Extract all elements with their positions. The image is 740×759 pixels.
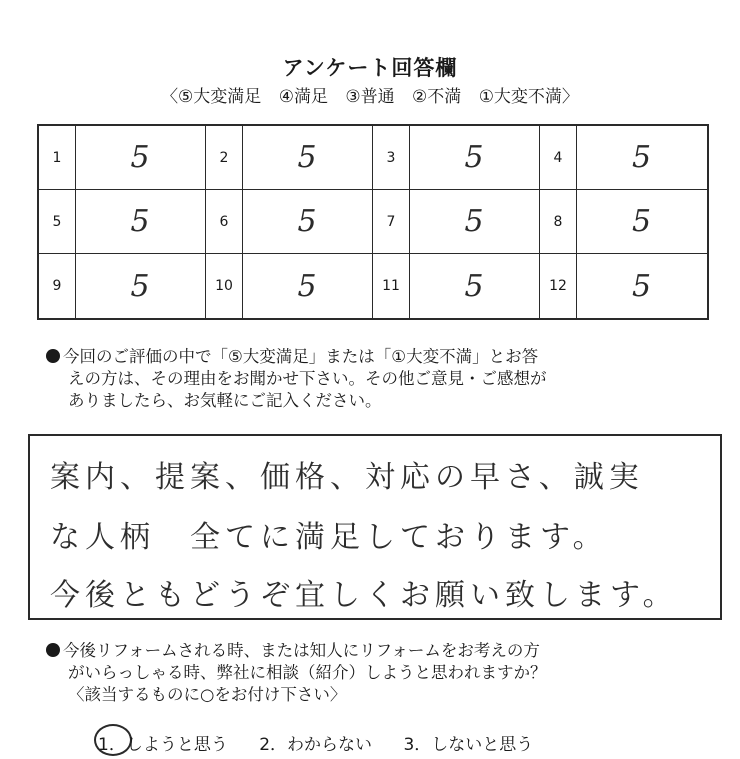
question-number: 3 [373,126,410,189]
question-number: 9 [39,254,76,318]
question-line-1: 今後リフォームされる時、または知人にリフォームをお考えの方 [46,640,726,662]
handwritten-line-3: 今後ともどうぞ宜しくお願い致します。 [50,578,678,613]
rating-cell[interactable] [206,190,373,254]
rating-cell[interactable] [540,190,707,254]
rating-value: 5 [297,140,317,175]
question-number: 10 [206,254,243,318]
option-not-sure[interactable]: 2．わからない [259,735,373,755]
question-line-3: 〈該当するものに○をお付け下さい〉 [68,685,347,704]
comment-question [46,346,726,412]
rating-cell[interactable] [373,190,540,254]
scale-very-dissatisfied: ①大変不満〉 [478,87,579,107]
rating-value: 5 [464,204,484,239]
rating-value: 5 [631,268,652,304]
rating-cell[interactable] [39,126,206,190]
rating-value: 5 [464,268,484,304]
handwritten-line-2: な人柄 全てに満足しております。 [50,520,608,555]
comment-textarea[interactable] [28,434,722,620]
option-will-refer[interactable]: 1．しようと思う [98,735,228,755]
rating-grid [37,124,709,320]
rating-scale-legend [0,82,740,107]
question-line-3: ありましたら、お気軽にご記入ください。 [68,391,382,410]
rating-cell[interactable] [540,254,707,318]
bullet-icon [46,349,60,363]
rating-cell[interactable] [373,254,540,318]
question-number: 1 [39,126,76,189]
rating-value: 5 [130,140,150,175]
question-line-1: 今回のご評価の中で「⑤大変満足」または「①大変不満」とお答 [46,346,726,368]
rating-cell[interactable] [206,254,373,318]
question-number: 8 [540,190,577,253]
rating-value: 5 [464,140,484,175]
question-number: 2 [206,126,243,189]
question-number: 12 [540,254,577,318]
rating-value: 5 [130,204,150,239]
scale-very-satisfied: 〈⑤大変満足 [161,87,262,107]
question-number: 5 [39,190,76,253]
rating-value: 5 [297,204,317,239]
option-will-not-refer[interactable]: 3．しないと思う [403,735,534,755]
question-line-2: えの方は、その理由をお聞かせ下さい。その他ご意見・ご感想が [68,369,547,388]
form-title: アンケート回答欄 [282,56,458,80]
rating-cell[interactable] [373,126,540,190]
bullet-icon [46,643,60,657]
scale-normal: ③普通 [345,87,395,107]
rating-cell[interactable] [39,190,206,254]
question-number: 6 [206,190,243,253]
question-line-2: がいらっしゃる時、弊社に相談（紹介）しようと思われますか？ [68,663,547,682]
scale-dissatisfied: ②不満 [412,87,462,107]
rating-value: 5 [631,204,652,239]
rating-value: 5 [130,268,150,304]
scale-satisfied: ④満足 [278,87,328,107]
rating-cell[interactable] [39,254,206,318]
rating-cell[interactable] [206,126,373,190]
rating-value: 5 [297,268,317,304]
referral-options [98,730,559,755]
handwritten-line-1: 案内、提案、価格、対応の早さ、誠実 [50,460,644,495]
question-number: 11 [373,254,410,318]
question-number: 7 [373,190,410,253]
referral-question [46,640,726,706]
rating-cell[interactable] [540,126,707,190]
question-number: 4 [540,126,577,189]
rating-value: 5 [631,140,652,175]
